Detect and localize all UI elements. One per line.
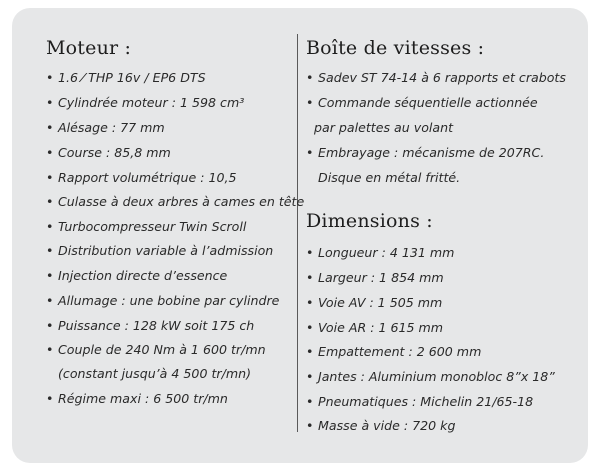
list-item: • Course : 85,8 mm — [46, 145, 171, 160]
list-item: • Régime maxi : 6 500 tr/mn — [46, 391, 228, 406]
dimensions-title: Dimensions : — [306, 210, 433, 232]
list-item: • Couple de 240 Nm à 1 600 tr/mn — [46, 342, 266, 357]
engine-title: Moteur : — [46, 37, 132, 59]
gearbox-title: Boîte de vitesses : — [306, 37, 485, 59]
list-item: • Puissance : 128 kW soit 175 ch — [46, 318, 255, 333]
list-item: • Culasse à deux arbres à cames en tête — [46, 194, 305, 209]
list-item: • Cylindrée moteur : 1 598 cm³ — [46, 95, 245, 110]
list-item-continuation: par palettes au volant — [314, 120, 454, 135]
list-item: • Voie AV : 1 505 mm — [306, 295, 443, 310]
list-item-continuation: Disque en métal fritté. — [318, 170, 461, 185]
list-item: • Jantes : Aluminium monobloc 8”x 18” — [306, 369, 555, 384]
list-item: • 1.6 ⁄ THP 16v / EP6 DTS — [46, 70, 206, 85]
list-item: • Voie AR : 1 615 mm — [306, 320, 444, 335]
list-item: • Sadev ST 74-14 à 6 rapports et crabots — [306, 70, 566, 85]
list-item: • Turbocompresseur Twin Scroll — [46, 219, 247, 234]
list-item: • Rapport volumétrique : 10,5 — [46, 170, 237, 185]
list-item-continuation: (constant jusqu’à 4 500 tr/mn) — [58, 366, 251, 381]
list-item: • Masse à vide : 720 kg — [306, 418, 456, 433]
column-divider — [297, 34, 298, 432]
list-item: • Allumage : une bobine par cylindre — [46, 293, 280, 308]
list-item: • Pneumatiques : Michelin 21/65-18 — [306, 394, 534, 409]
list-item: • Commande séquentielle actionnée — [306, 95, 538, 110]
list-item: • Largeur : 1 854 mm — [306, 270, 444, 285]
list-item: • Longueur : 4 131 mm — [306, 245, 455, 260]
list-item: • Distribution variable à l’admission — [46, 243, 274, 258]
list-item: • Alésage : 77 mm — [46, 120, 165, 135]
list-item: • Embrayage : mécanisme de 207RC. — [306, 145, 545, 160]
list-item: • Injection directe d’essence — [46, 268, 228, 283]
list-item: • Empattement : 2 600 mm — [306, 344, 482, 359]
